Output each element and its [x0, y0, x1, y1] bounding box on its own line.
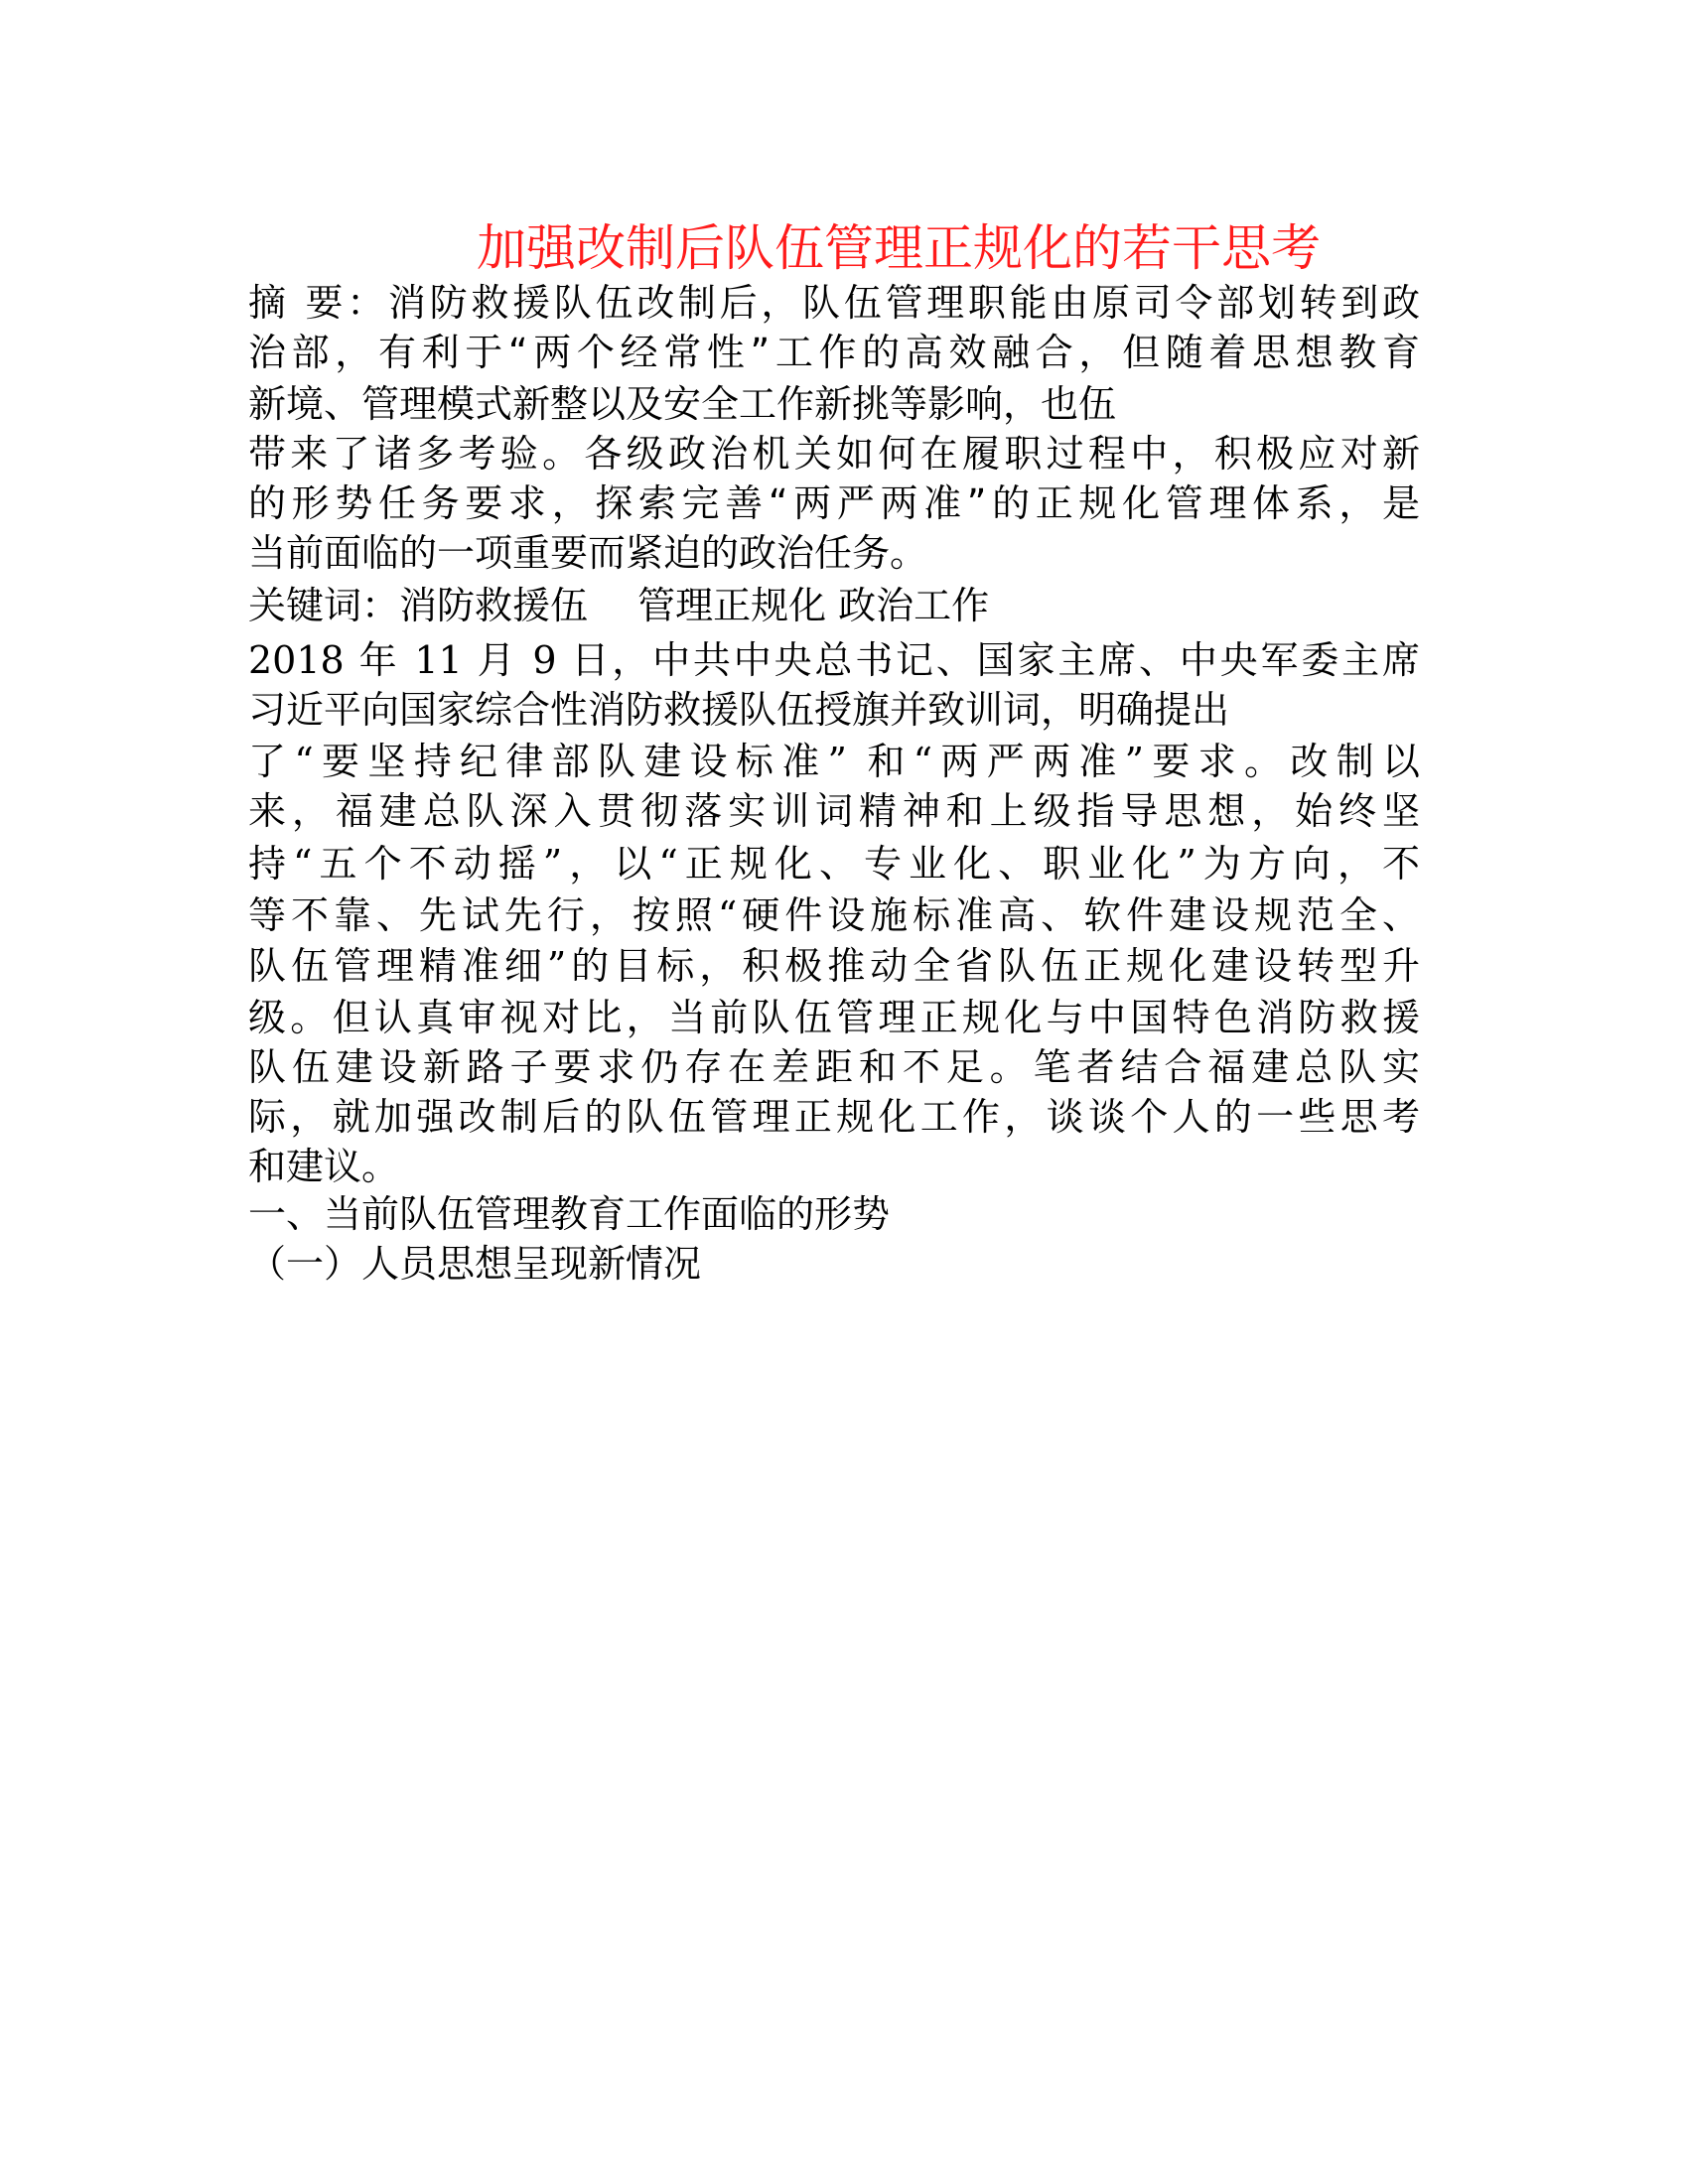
- body-line: 习近平向国家综合性消防救援队伍授旗并致训词，明确提出: [248, 688, 1230, 732]
- abstract-line: 带来了诸多考验。各级政治机关如何在履职过程中，积极应对新: [248, 432, 1420, 476]
- document-title: 加强改制后队伍管理正规化的若干思考: [477, 219, 1321, 277]
- body-line: 来，福建总队深入贯彻落实训词精神和上级指导思想，始终坚: [248, 789, 1420, 833]
- subsection-heading: （一）人员思想呈现新情况: [248, 1242, 702, 1286]
- body-line: 和建议。: [248, 1145, 400, 1188]
- body-line: 际，就加强改制后的队伍管理正规化工作，谈谈个人的一些思考: [248, 1095, 1420, 1139]
- abstract-line: 当前面临的一项重要而紧迫的政治任务。: [248, 531, 928, 575]
- body-line: 2018 年 11 月 9 日，中共中央总书记、国家主席、中央军委主席: [248, 638, 1420, 682]
- body-line: 级。但认真审视对比，当前队伍管理正规化与中国特色消防救援: [248, 996, 1420, 1039]
- abstract-line: 新境、管理模式新整以及安全工作新挑等影响，也伍: [248, 382, 1117, 426]
- abstract-line: 摘 要：消防救援队伍改制后，队伍管理职能由原司令部划转到政: [248, 281, 1420, 325]
- section-heading: 一、当前队伍管理教育工作面临的形势: [248, 1192, 891, 1236]
- body-line: 持“五个不动摇”，以“正规化、专业化、职业化”为方向，不: [248, 842, 1420, 886]
- keywords-line: 关键词：消防救援伍 管理正规化 政治工作: [248, 584, 990, 627]
- body-line: 队伍建设新路子要求仍存在差距和不足。笔者结合福建总队实: [248, 1045, 1420, 1089]
- body-line: 了“要坚持纪律部队建设标准” 和“两严两准”要求。改制以: [248, 740, 1420, 783]
- abstract-line: 治部，有利于“两个经常性”工作的高效融合，但随着思想教育: [248, 331, 1420, 374]
- abstract-line: 的形势任务要求，探索完善“两严两准”的正规化管理体系，是: [248, 481, 1420, 525]
- body-line: 队伍管理精准细”的目标，积极推动全省队伍正规化建设转型升: [248, 944, 1420, 988]
- body-line: 等不靠、先试先行，按照“硬件设施标准高、软件建设规范全、: [248, 893, 1420, 937]
